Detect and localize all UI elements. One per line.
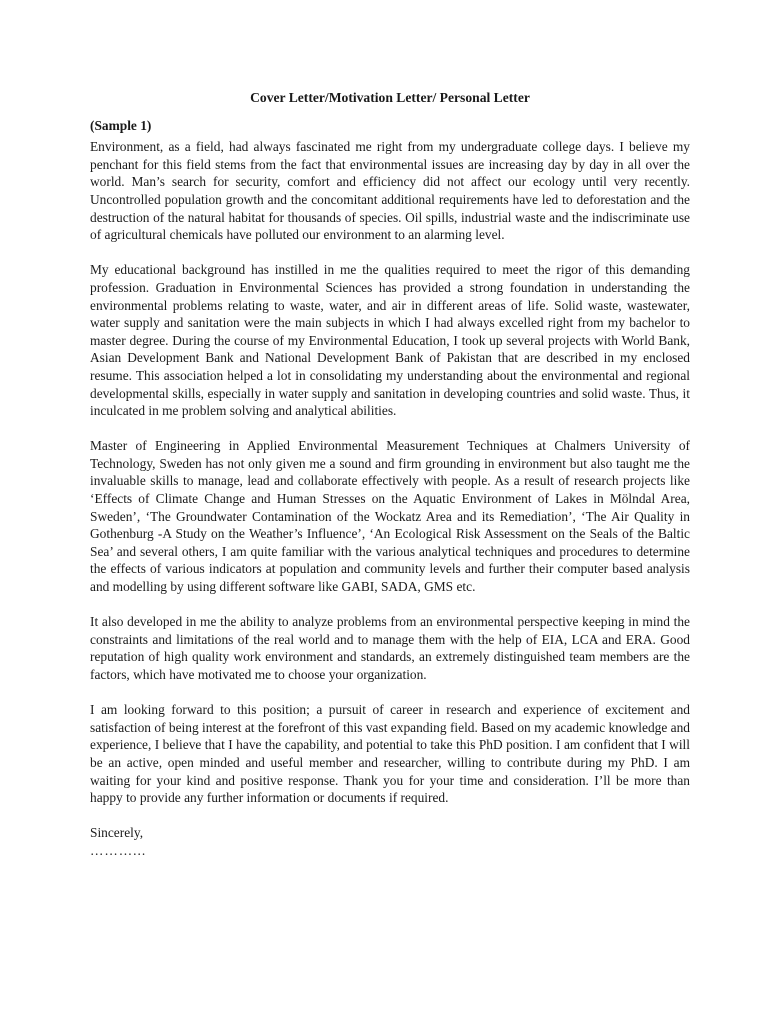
signature-placeholder: ………... (90, 842, 147, 858)
paragraph-skills: It also developed in me the ability to analyze problems from an environmental perspective keeping in mind the constraints and limitations of the real world and to manage them with the help of EIA, LCA and ERA. Good reputation of high quality work environment and standards, an extremely distinguished team members are the factors, which have motivated me to choose your organization. (90, 614, 690, 682)
paragraph-masters: Master of Engineering in Applied Environmental Measurement Techniques at Chalmers University of Technology, Sweden has not only given me a sound and firm grounding in environment but also taught me the invaluable skills to manage, lead and collaborate effectively with people. As a result of research projects like ‘Effects of Climate Change and Human Stresses on the Aquatic Environment of Lakes in Mölndal Area, Sweden’, ‘The Groundwater Contamination of the Wockatz Area and its Remediation’, ‘The Air Quality in Gothenburg -A Study on the Weather’s Influence’, ‘An Ecological Risk Assessment on the Seals of the Baltic Sea’ and several others, I am quite familiar with the various analytical techniques and procedures to determine the effects of various indicators at population and community levels and further their computer based analysis and modelling by using different software like GABI, SADA, GMS etc. (90, 438, 690, 595)
paragraph-intro: Environment, as a field, had always fascinated me right from my undergraduate college days. I believe my penchant for this field stems from the fact that environmental issues are increasing day by day in all over the world. Man’s search for security, comfort and efficiency did not affect our ecology until very recently. Uncontrolled population growth and the concomitant additional requirements have led to deforestation and the destruction of the natural habitat for thousands of species. Oil spills, industrial waste and the indiscriminate use of agricultural chemicals have polluted our environment to an alarming level. (90, 139, 690, 243)
letter-title: Cover Letter/Motivation Letter/ Personal Letter (250, 90, 530, 105)
paragraph-education: My educational background has instilled in me the qualities required to meet the rigor of this demanding profession. Graduation in Environmental Sciences has provided a strong foundation in understanding the environmental problems relating to waste, water, and air in different areas of life. Solid waste, wastewater, water supply and sanitation were the main subjects in which I had always excelled right from my bachelor to master degree. During the course of my Environmental Education, I took up several projects with World Bank, Asian Development Bank and National Development Bank of Pakistan that are described in my enclosed resume. This association helped a lot in consolidating my understanding about the environmental and regional developmental skills, especially in water supply and sanitation in developing countries and solid waste. Thus, it inculcated in me problem solving and analytical abilities. (90, 262, 690, 419)
paragraph-conclusion: I am looking forward to this position; a pursuit of career in research and experience of excitement and satisfaction of being interest at the forefront of this vast expanding field. Based on my academic knowledge and experience, I believe that I have the capability, and potential to take this PhD position. I am confident that I will be an active, open minded and useful member and researcher, willing to contribute during my PhD. I am waiting for your kind and positive response. Thank you for your time and consideration. I’ll be more than happy to provide any further information or documents if required. (90, 702, 690, 806)
sample-label: (Sample 1) (90, 117, 152, 133)
closing-salutation: Sincerely, (90, 825, 144, 841)
